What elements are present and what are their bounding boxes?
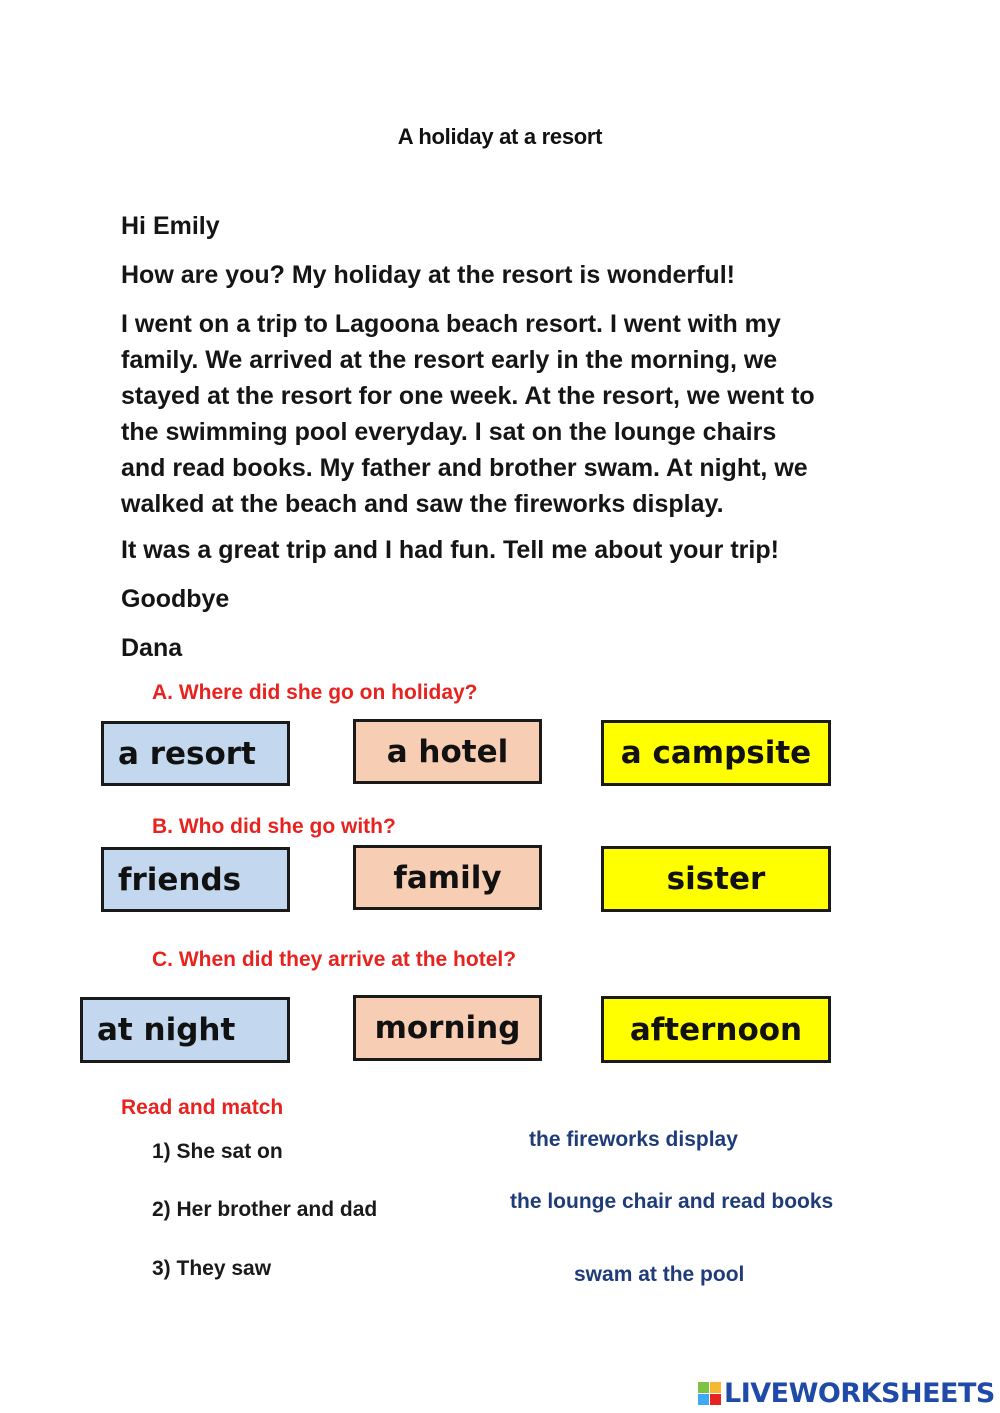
option-label: morning <box>374 1010 521 1046</box>
match-right-item-lounge-chair[interactable]: the lounge chair and read books <box>510 1190 834 1213</box>
option-label: sister <box>666 861 766 897</box>
option-label: afternoon <box>629 1011 803 1048</box>
match-left-item-2[interactable]: 2) Her brother and dad <box>152 1198 378 1221</box>
letter-signature: Dana <box>121 634 183 662</box>
letter-body-line: family. We arrived at the resort early in the morning, we <box>121 346 778 374</box>
option-c-at-night[interactable] <box>80 997 290 1063</box>
match-right-item-fireworks[interactable]: the fireworks display <box>529 1128 738 1151</box>
match-left-item-3[interactable]: 3) They saw <box>152 1257 272 1280</box>
letter-closing: It was a great trip and I had fun. Tell me about your trip! <box>121 536 779 564</box>
option-label: family <box>393 859 502 896</box>
option-label: a campsite <box>620 735 812 771</box>
letter-greeting: Hi Emily <box>121 212 220 240</box>
match-left-item-1[interactable]: 1) She sat on <box>152 1140 283 1163</box>
question-b-prompt: B. Who did she go with? <box>152 815 396 838</box>
option-c-morning[interactable] <box>353 995 542 1061</box>
letter-opener: How are you? My holiday at the resort is wonderful! <box>121 261 735 289</box>
option-b-friends[interactable] <box>101 847 290 912</box>
liveworksheets-brand <box>698 1378 995 1409</box>
option-label: a resort <box>118 735 256 772</box>
letter-body-line: I went on a trip to Lagoona beach resort. I went with my <box>121 310 781 338</box>
option-b-family[interactable] <box>353 845 542 910</box>
worksheet-title: A holiday at a resort <box>397 124 603 149</box>
read-and-match-heading: Read and match <box>121 1096 284 1119</box>
option-a-resort[interactable] <box>101 721 290 786</box>
letter-body-line: walked at the beach and saw the fireworks display. <box>121 490 724 518</box>
letter-goodbye: Goodbye <box>121 585 230 613</box>
question-a-prompt: A. Where did she go on holiday? <box>152 681 478 704</box>
option-a-campsite[interactable] <box>601 720 831 786</box>
match-right-item-swam[interactable]: swam at the pool <box>574 1263 745 1286</box>
option-c-afternoon[interactable] <box>601 996 831 1063</box>
letter-body <box>121 306 901 522</box>
question-c-prompt: C. When did they arrive at the hotel? <box>152 948 517 971</box>
option-b-sister[interactable] <box>601 846 831 912</box>
liveworksheets-logo-icon <box>698 1382 722 1406</box>
letter-body-line: stayed at the resort for one week. At the resort, we went to <box>121 382 815 410</box>
option-label: at night <box>97 1012 236 1048</box>
brand-text: LIVEWORKSHEETS <box>724 1378 995 1409</box>
option-label: friends <box>118 861 242 898</box>
letter-body-line: the swimming pool everyday. I sat on the lounge chairs <box>121 418 777 446</box>
option-label: a hotel <box>386 733 509 770</box>
option-a-hotel[interactable] <box>353 719 542 784</box>
letter-body-line: and read books. My father and brother swam. At night, we <box>121 454 808 482</box>
